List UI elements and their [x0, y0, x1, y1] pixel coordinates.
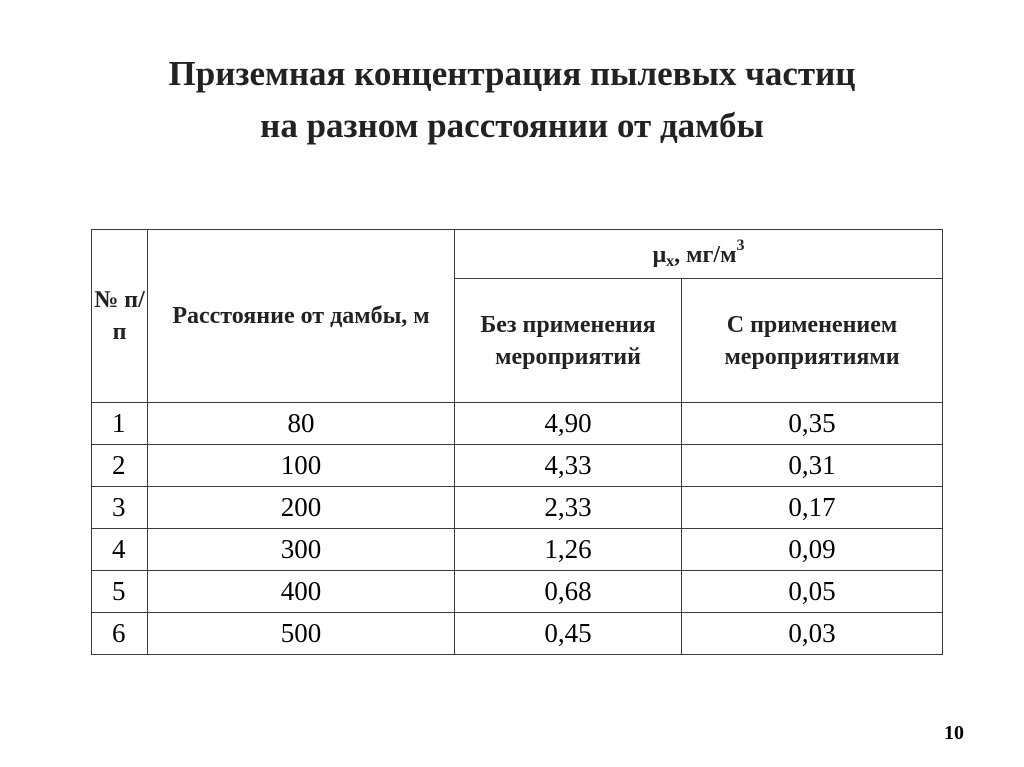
- header-without-measures: Без применения мероприятий: [455, 279, 682, 403]
- header-concentration-group: [455, 230, 943, 279]
- table-row: [92, 403, 943, 445]
- title-line-2: на разном расстоянии от дамбы: [260, 106, 764, 145]
- cell-with-measures: 0,17: [682, 487, 943, 529]
- cell-with-measures: 0,09: [682, 529, 943, 571]
- cell-without-measures: 1,26: [455, 529, 682, 571]
- slide-title: [0, 48, 1024, 152]
- table-row: [92, 529, 943, 571]
- cell-with-measures: 0,05: [682, 571, 943, 613]
- cell-distance: 200: [148, 487, 455, 529]
- cell-distance: 300: [148, 529, 455, 571]
- header-unit: , мг/м: [674, 242, 737, 268]
- cell-distance: 100: [148, 445, 455, 487]
- cell-num: 1: [92, 403, 148, 445]
- cell-without-measures: 0,68: [455, 571, 682, 613]
- cell-with-measures: 0,31: [682, 445, 943, 487]
- table-row: [92, 487, 943, 529]
- cell-num: 2: [92, 445, 148, 487]
- table-body: [92, 403, 943, 655]
- table-row: [92, 571, 943, 613]
- cell-num: 5: [92, 571, 148, 613]
- cell-without-measures: 4,33: [455, 445, 682, 487]
- table-row: [92, 613, 943, 655]
- cell-distance: 400: [148, 571, 455, 613]
- cell-without-measures: 4,90: [455, 403, 682, 445]
- header-distance: Расстояние от дамбы, м: [148, 230, 455, 403]
- cell-num: 6: [92, 613, 148, 655]
- concentration-table: [91, 229, 943, 655]
- table-row: [92, 445, 943, 487]
- header-subscript: x: [666, 253, 675, 270]
- header-with-measures: С применением мероприятиями: [682, 279, 943, 403]
- title-line-1: Приземная концентрация пылевых частиц: [168, 54, 856, 93]
- cell-with-measures: 0,35: [682, 403, 943, 445]
- cell-num: 3: [92, 487, 148, 529]
- header-superscript: 3: [736, 237, 745, 254]
- cell-distance: 80: [148, 403, 455, 445]
- cell-with-measures: 0,03: [682, 613, 943, 655]
- cell-without-measures: 2,33: [455, 487, 682, 529]
- cell-num: 4: [92, 529, 148, 571]
- header-num: № п/п: [92, 230, 148, 403]
- page-number: 10: [944, 722, 964, 744]
- cell-distance: 500: [148, 613, 455, 655]
- header-symbol: μ: [652, 242, 667, 268]
- cell-without-measures: 0,45: [455, 613, 682, 655]
